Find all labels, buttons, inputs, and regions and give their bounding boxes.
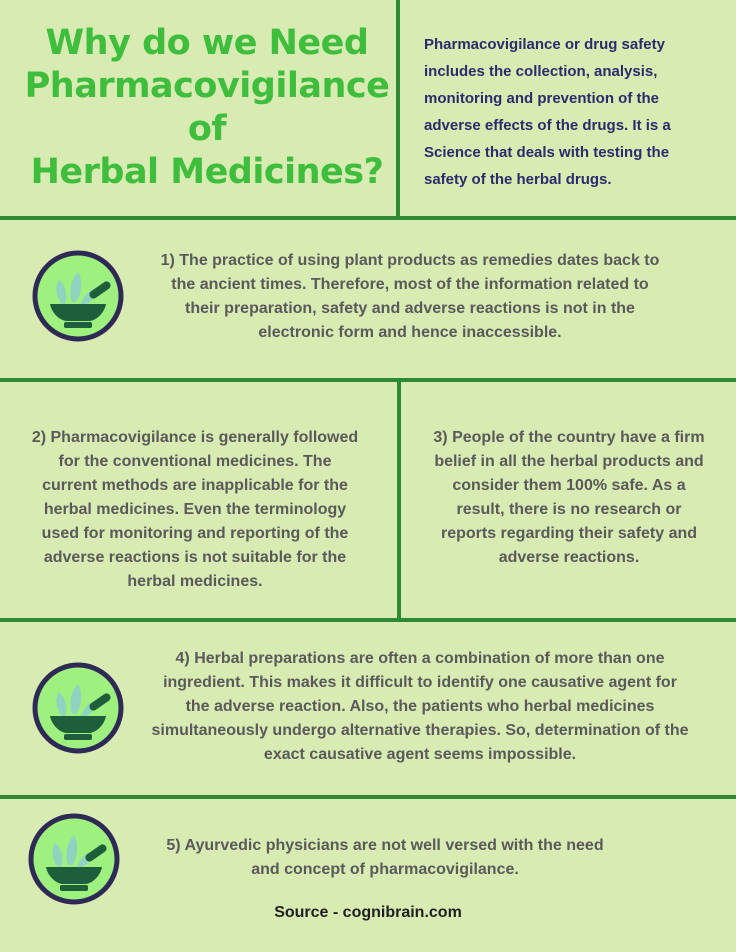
definition-line: Pharmacovigilance or drug safety bbox=[424, 36, 665, 53]
title-line: Herbal Medicines? bbox=[30, 152, 384, 192]
definition-text bbox=[424, 31, 724, 193]
definition-line: safety of the herbal drugs. bbox=[424, 171, 612, 188]
point-line: 3) People of the country have a firm bbox=[433, 429, 705, 446]
point-line: consider them 100% safe. As a bbox=[452, 477, 686, 494]
point-line: adverse reactions is not suitable for the bbox=[43, 549, 347, 566]
title-line: Why do we Need bbox=[45, 23, 369, 63]
middle-divider-vertical bbox=[397, 380, 401, 620]
point-line: 4) Herbal preparations are often a combination of more than one bbox=[175, 650, 665, 667]
point-line: herbal medicines. bbox=[127, 573, 263, 590]
point-line: the ancient times. Therefore, most of the information related to bbox=[171, 276, 649, 293]
point-line: exact causative agent seems impossible. bbox=[263, 746, 577, 763]
definition-line: adverse effects of the drugs. It is a bbox=[424, 117, 671, 134]
section-divider-1 bbox=[0, 216, 736, 220]
mortar-pestle-herb-icon bbox=[32, 250, 124, 342]
point-2 bbox=[4, 426, 386, 594]
title-line: Pharmacovigilance bbox=[24, 66, 390, 106]
source-credit: Source - cognibrain.com bbox=[274, 904, 462, 921]
page-title bbox=[22, 22, 392, 194]
point-line: their preparation, safety and adverse reactions is not in the bbox=[185, 300, 635, 317]
mortar-pestle-herb-icon bbox=[28, 813, 120, 905]
point-line: result, there is no research or bbox=[456, 501, 682, 518]
point-3 bbox=[408, 426, 730, 570]
section-divider-2 bbox=[0, 378, 736, 382]
point-line: herbal medicines. Even the terminology bbox=[43, 501, 347, 518]
point-line: 1) The practice of using plant products as remedies dates back to bbox=[160, 252, 660, 269]
point-line: simultaneously undergo alternative therapies. So, determination of the bbox=[151, 722, 689, 739]
point-line: used for monitoring and reporting of the bbox=[41, 525, 349, 542]
title-line: of bbox=[187, 109, 227, 149]
header-divider-vertical bbox=[396, 0, 400, 218]
point-5 bbox=[130, 834, 640, 882]
section-divider-4 bbox=[0, 795, 736, 799]
definition-line: includes the collection, analysis, bbox=[424, 63, 658, 80]
point-line: for the conventional medicines. The bbox=[58, 453, 332, 470]
point-line: current methods are inapplicable for the bbox=[42, 477, 348, 494]
point-line: the adverse reaction. Also, the patients who herbal medicines bbox=[185, 698, 655, 715]
point-line: adverse reactions. bbox=[498, 549, 640, 566]
point-1 bbox=[130, 249, 690, 345]
section-divider-3 bbox=[0, 618, 736, 622]
definition-line: monitoring and prevention of the bbox=[424, 90, 659, 107]
point-line: and concept of pharmacovigilance. bbox=[251, 861, 519, 878]
point-4 bbox=[128, 647, 712, 767]
point-line: 5) Ayurvedic physicians are not well versed with the need bbox=[166, 837, 604, 854]
point-line: reports regarding their safety and bbox=[440, 525, 698, 542]
point-line: belief in all the herbal products and bbox=[434, 453, 704, 470]
definition-line: Science that deals with testing the bbox=[424, 144, 670, 161]
point-line: electronic form and hence inaccessible. bbox=[258, 324, 562, 341]
point-line: 2) Pharmacovigilance is generally followed bbox=[31, 429, 359, 446]
mortar-pestle-herb-icon bbox=[32, 662, 124, 754]
point-line: ingredient. This makes it difficult to identify one causative agent for bbox=[163, 674, 677, 691]
